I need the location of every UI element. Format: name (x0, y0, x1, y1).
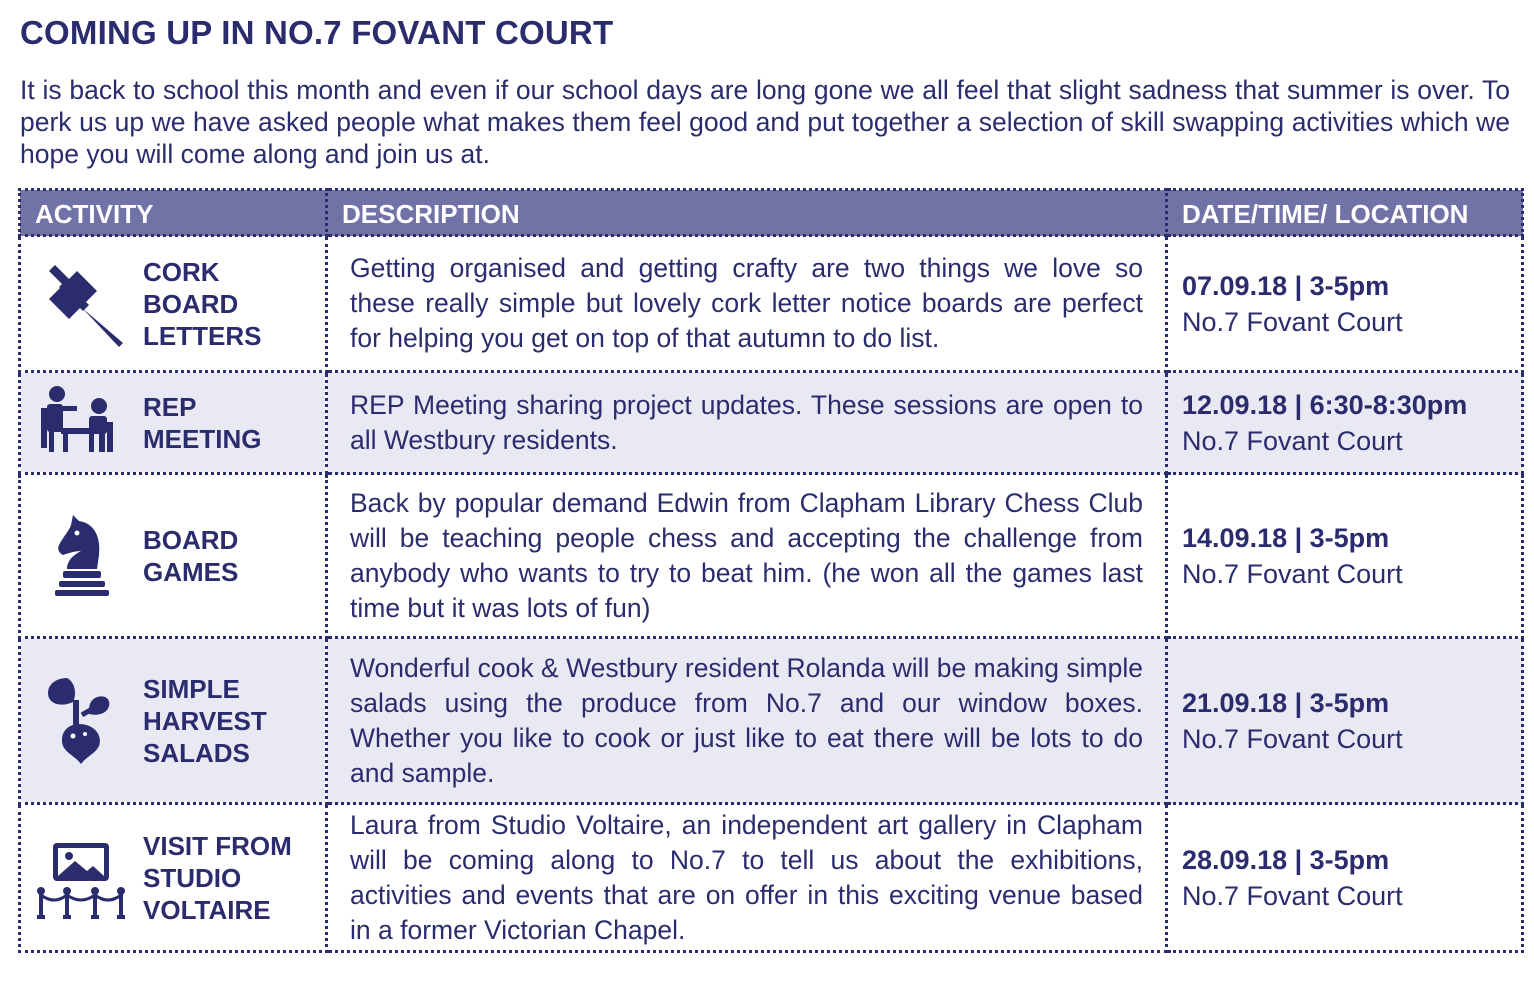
event-location: No.7 Fovant Court (1182, 425, 1403, 456)
gallery-picture-icon (37, 833, 127, 923)
activity-name: REP MEETING (143, 391, 262, 454)
header-description: DESCRIPTION (327, 190, 1167, 236)
datetime-cell (1167, 638, 1523, 804)
table-header-row (20, 190, 1523, 236)
event-date-time: 14.09.18 | 3-5pm (1182, 522, 1390, 553)
event-date-time: 28.09.18 | 3-5pm (1182, 844, 1390, 875)
event-location: No.7 Fovant Court (1182, 723, 1403, 754)
event-date-time: 21.09.18 | 3-5pm (1182, 687, 1390, 718)
table-row (20, 474, 1523, 638)
table-row (20, 804, 1523, 952)
description-cell: Back by popular demand Edwin from Clapham Library Chess Club will be teaching people chess and accepting the challenge from anybody who wants to try to beat him. (he won all the games last time but it was lots of fun) (327, 474, 1167, 638)
activity-cell (20, 804, 327, 952)
event-date-time: 12.09.18 | 6:30-8:30pm (1182, 389, 1468, 420)
datetime-cell (1167, 236, 1523, 372)
activity-cell (20, 236, 327, 372)
meeting-people-icon (37, 378, 127, 468)
datetime-cell (1167, 474, 1523, 638)
event-date-time: 07.09.18 | 3-5pm (1182, 270, 1390, 301)
datetime-cell (1167, 372, 1523, 474)
chess-knight-icon (37, 511, 127, 601)
pushpin-icon (37, 259, 127, 349)
description-cell: REP Meeting sharing project updates. These sessions are open to all Westbury residents. (327, 372, 1167, 474)
activity-name: VISIT FROM STUDIO VOLTAIRE (143, 830, 292, 925)
table-row (20, 372, 1523, 474)
table-row (20, 638, 1523, 804)
table-row (20, 236, 1523, 372)
activity-name: CORK BOARD LETTERS (143, 256, 262, 351)
header-datetime-location: DATE/TIME/ LOCATION (1167, 190, 1523, 236)
activity-name: BOARD GAMES (143, 524, 239, 587)
description-cell: Wonderful cook & Westbury resident Rolanda will be making simple salads using the produce from No.7 and our window boxes. Whether you like to cook or just like to eat there will be lots to do and sample. (327, 638, 1167, 804)
description-cell: Laura from Studio Voltaire, an independent art gallery in Clapham will be coming along to No.7 to tell us about the exhibitions, activities and events that are on offer in this exciting venue based in a former Victorian Chapel. (327, 804, 1167, 952)
activity-name: SIMPLE HARVEST SALADS (143, 673, 267, 768)
page-title: COMING UP IN NO.7 FOVANT COURT (20, 14, 614, 51)
activity-cell (20, 638, 327, 804)
event-location: No.7 Fovant Court (1182, 558, 1403, 589)
datetime-cell (1167, 804, 1523, 952)
event-location: No.7 Fovant Court (1182, 306, 1403, 337)
activity-cell (20, 474, 327, 638)
event-location: No.7 Fovant Court (1182, 880, 1403, 911)
activity-cell (20, 372, 327, 474)
events-table (18, 188, 1524, 953)
radish-icon (37, 676, 127, 766)
header-activity: ACTIVITY (20, 190, 327, 236)
description-cell: Getting organised and getting crafty are two things we love so these really simple but lovely cork letter notice boards are perfect for helping you get on top of that autumn to do list. (327, 236, 1167, 372)
intro-paragraph: It is back to school this month and even if our school days are long gone we all feel that slight sadness that summer is over. To perk us up we have asked people what makes them feel good and put together a selection of skill swapping activities which we hope you will come along and join us at. (20, 75, 1510, 169)
